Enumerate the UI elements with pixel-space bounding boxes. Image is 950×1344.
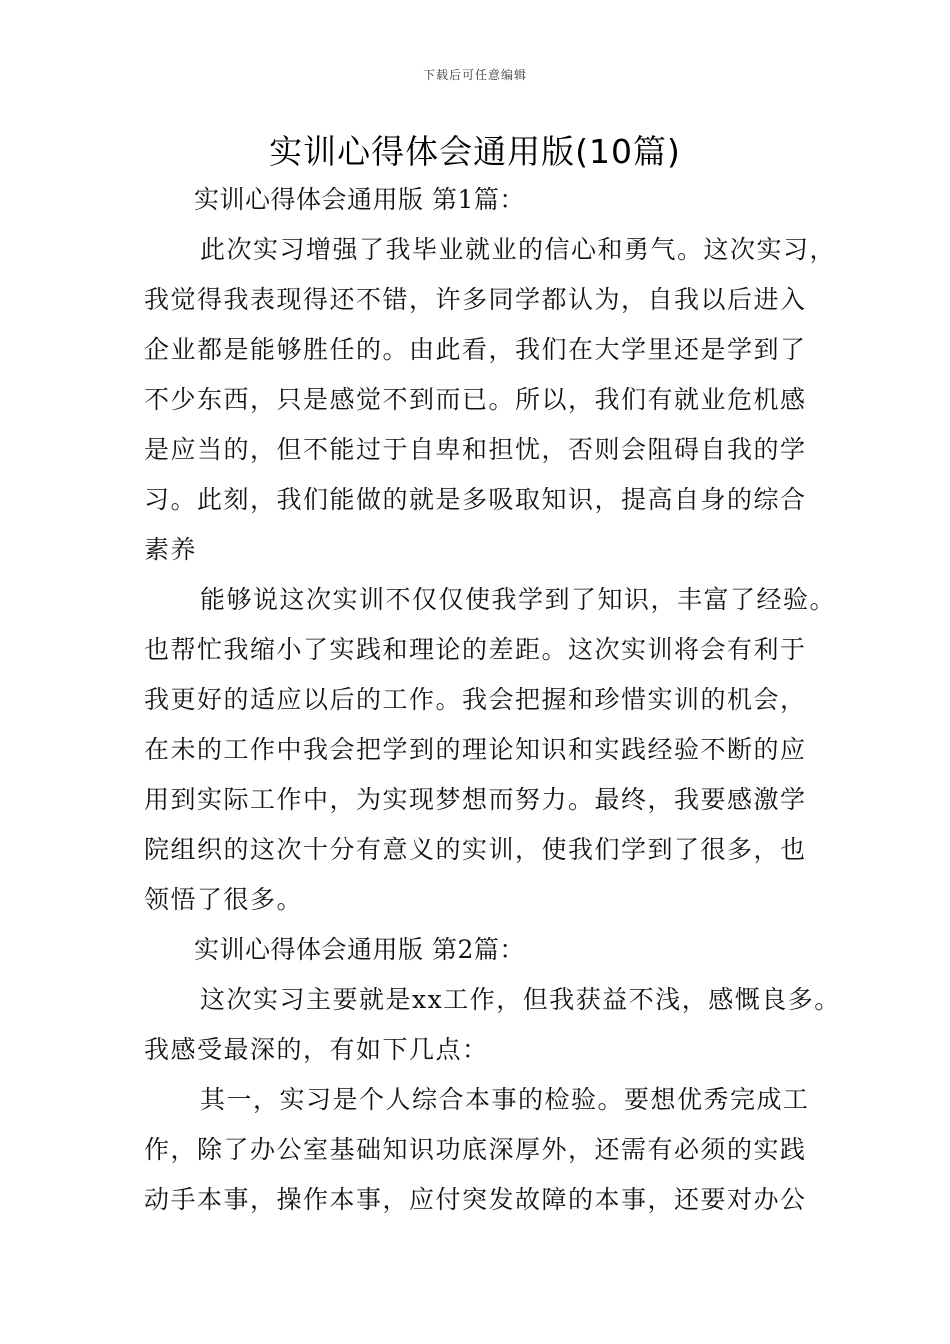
paragraph-line: 习。此刻，我们能做的就是多吸取知识，提高自身的综合 [144, 485, 807, 514]
paragraph-line: 能够说这次实训不仅仅使我学到了知识，丰富了经验。 [200, 585, 837, 614]
paragraph-line: 这次实习主要就是xx工作，但我获益不浅，感慨良多。 [200, 985, 841, 1014]
document-body [144, 175, 841, 1225]
paragraph-line: 我觉得我表现得还不错，许多同学都认为，自我以后进入 [144, 285, 807, 314]
paragraph-line: 院组织的这次十分有意义的实训，使我们学到了很多，也 [144, 835, 807, 864]
paragraph-line: 我感受最深的，有如下几点： [144, 1035, 489, 1064]
paragraph-line: 用到实际工作中，为实现梦想而努力。最终，我要感激学 [144, 785, 807, 814]
paragraph-line: 素养 [144, 535, 198, 564]
paragraph-line: 领悟了很多。 [144, 885, 304, 914]
paragraph-line: 是应当的，但不能过于自卑和担忧，否则会阻碍自我的学 [144, 435, 807, 464]
paragraph-line: 也帮忙我缩小了实践和理论的差距。这次实训将会有利于 [144, 635, 807, 664]
paragraph-line: 其一，实习是个人综合本事的检验。要想优秀完成工 [200, 1085, 810, 1114]
paragraph-line: 在未的工作中我会把学到的理论知识和实践经验不断的应 [144, 735, 807, 764]
paragraph-line: 企业都是能够胜任的。由此看，我们在大学里还是学到了 [144, 335, 807, 364]
section-heading-1: 实训心得体会通用版 第1篇： [194, 185, 525, 214]
paragraph-line: 不少东西，只是感觉不到而已。所以，我们有就业危机感 [144, 385, 807, 414]
paragraph-line: 作，除了办公室基础知识功底深厚外，还需有必须的实践 [144, 1135, 807, 1164]
page-title: 实训心得体会通用版(10篇) [269, 132, 681, 171]
paragraph-line: 动手本事，操作本事，应付突发故障的本事，还要对办公 [144, 1185, 807, 1214]
header-note: 下载后可任意编辑 [422, 68, 527, 82]
section-heading-2: 实训心得体会通用版 第2篇： [194, 935, 525, 964]
paragraph-line: 此次实习增强了我毕业就业的信心和勇气。这次实习， [200, 235, 837, 264]
paragraph-line: 我更好的适应以后的工作。我会把握和珍惜实训的机会， [144, 685, 807, 714]
